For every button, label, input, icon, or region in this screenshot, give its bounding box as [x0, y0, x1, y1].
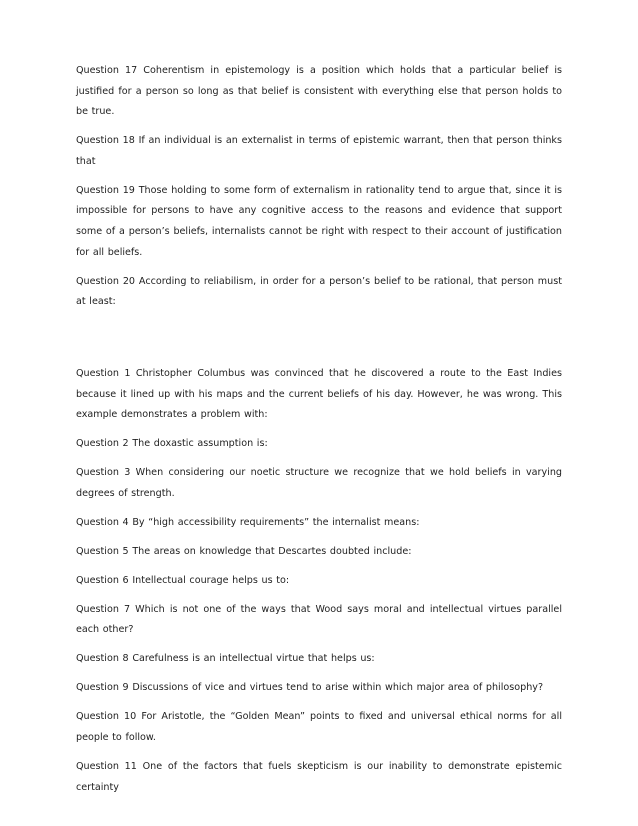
question-1: Question 1 Christopher Columbus was convinced that he discovered a route to the East Indies because it lined up with his maps and the current beliefs of his day. However, he was wrong. This example demonstrates a problem with:: [76, 368, 562, 421]
question-19: Question 19 Those holding to some form of externalism in rationality tend to argue that, since it is impossible for persons to have any cognitive access to the reasons and evidence that support some of a person’s beliefs, internalists cannot be right with respect to their account of justification for all beliefs.: [76, 184, 562, 258]
question-5: Question 5 The areas on knowledge that Descartes doubted include:: [76, 545, 412, 557]
question-8: Question 8 Carefulness is an intellectual virtue that helps us:: [76, 653, 375, 665]
question-11: Question 11 One of the factors that fuels skepticism is our inability to demonstrate epistemic certainty: [76, 760, 562, 793]
question-4: Question 4 By “high accessibility requirements” the internalist means:: [76, 516, 420, 528]
section-gap: [76, 321, 562, 364]
question-18: Question 18 If an individual is an externalist in terms of epistemic warrant, then that person thinks that: [76, 135, 562, 167]
question-17: Question 17 Coherentism in epistemology is a position which holds that a particular belief is justified for a person so long as that belief is consistent with everything else that person holds to be true.: [76, 65, 562, 118]
question-9: Question 9 Discussions of vice and virtues tend to arise within which major area of philosophy?: [76, 682, 544, 694]
question-7: Question 7 Which is not one of the ways that Wood says moral and intellectual virtues parallel each other?: [76, 603, 562, 636]
question-group-a: [76, 61, 562, 313]
question-2: Question 2 The doxastic assumption is:: [76, 438, 268, 450]
question-3: Question 3 When considering our noetic structure we recognize that we hold beliefs in varying degrees of strength.: [76, 467, 562, 499]
question-6: Question 6 Intellectual courage helps us to:: [76, 574, 290, 586]
question-20: Question 20 According to reliabilism, in order for a person’s belief to be rational, that person must at least:: [76, 275, 562, 308]
question-group-b: [76, 364, 562, 798]
question-10: Question 10 For Aristotle, the “Golden Mean” points to fixed and universal ethical norms for all people to follow.: [76, 711, 562, 743]
